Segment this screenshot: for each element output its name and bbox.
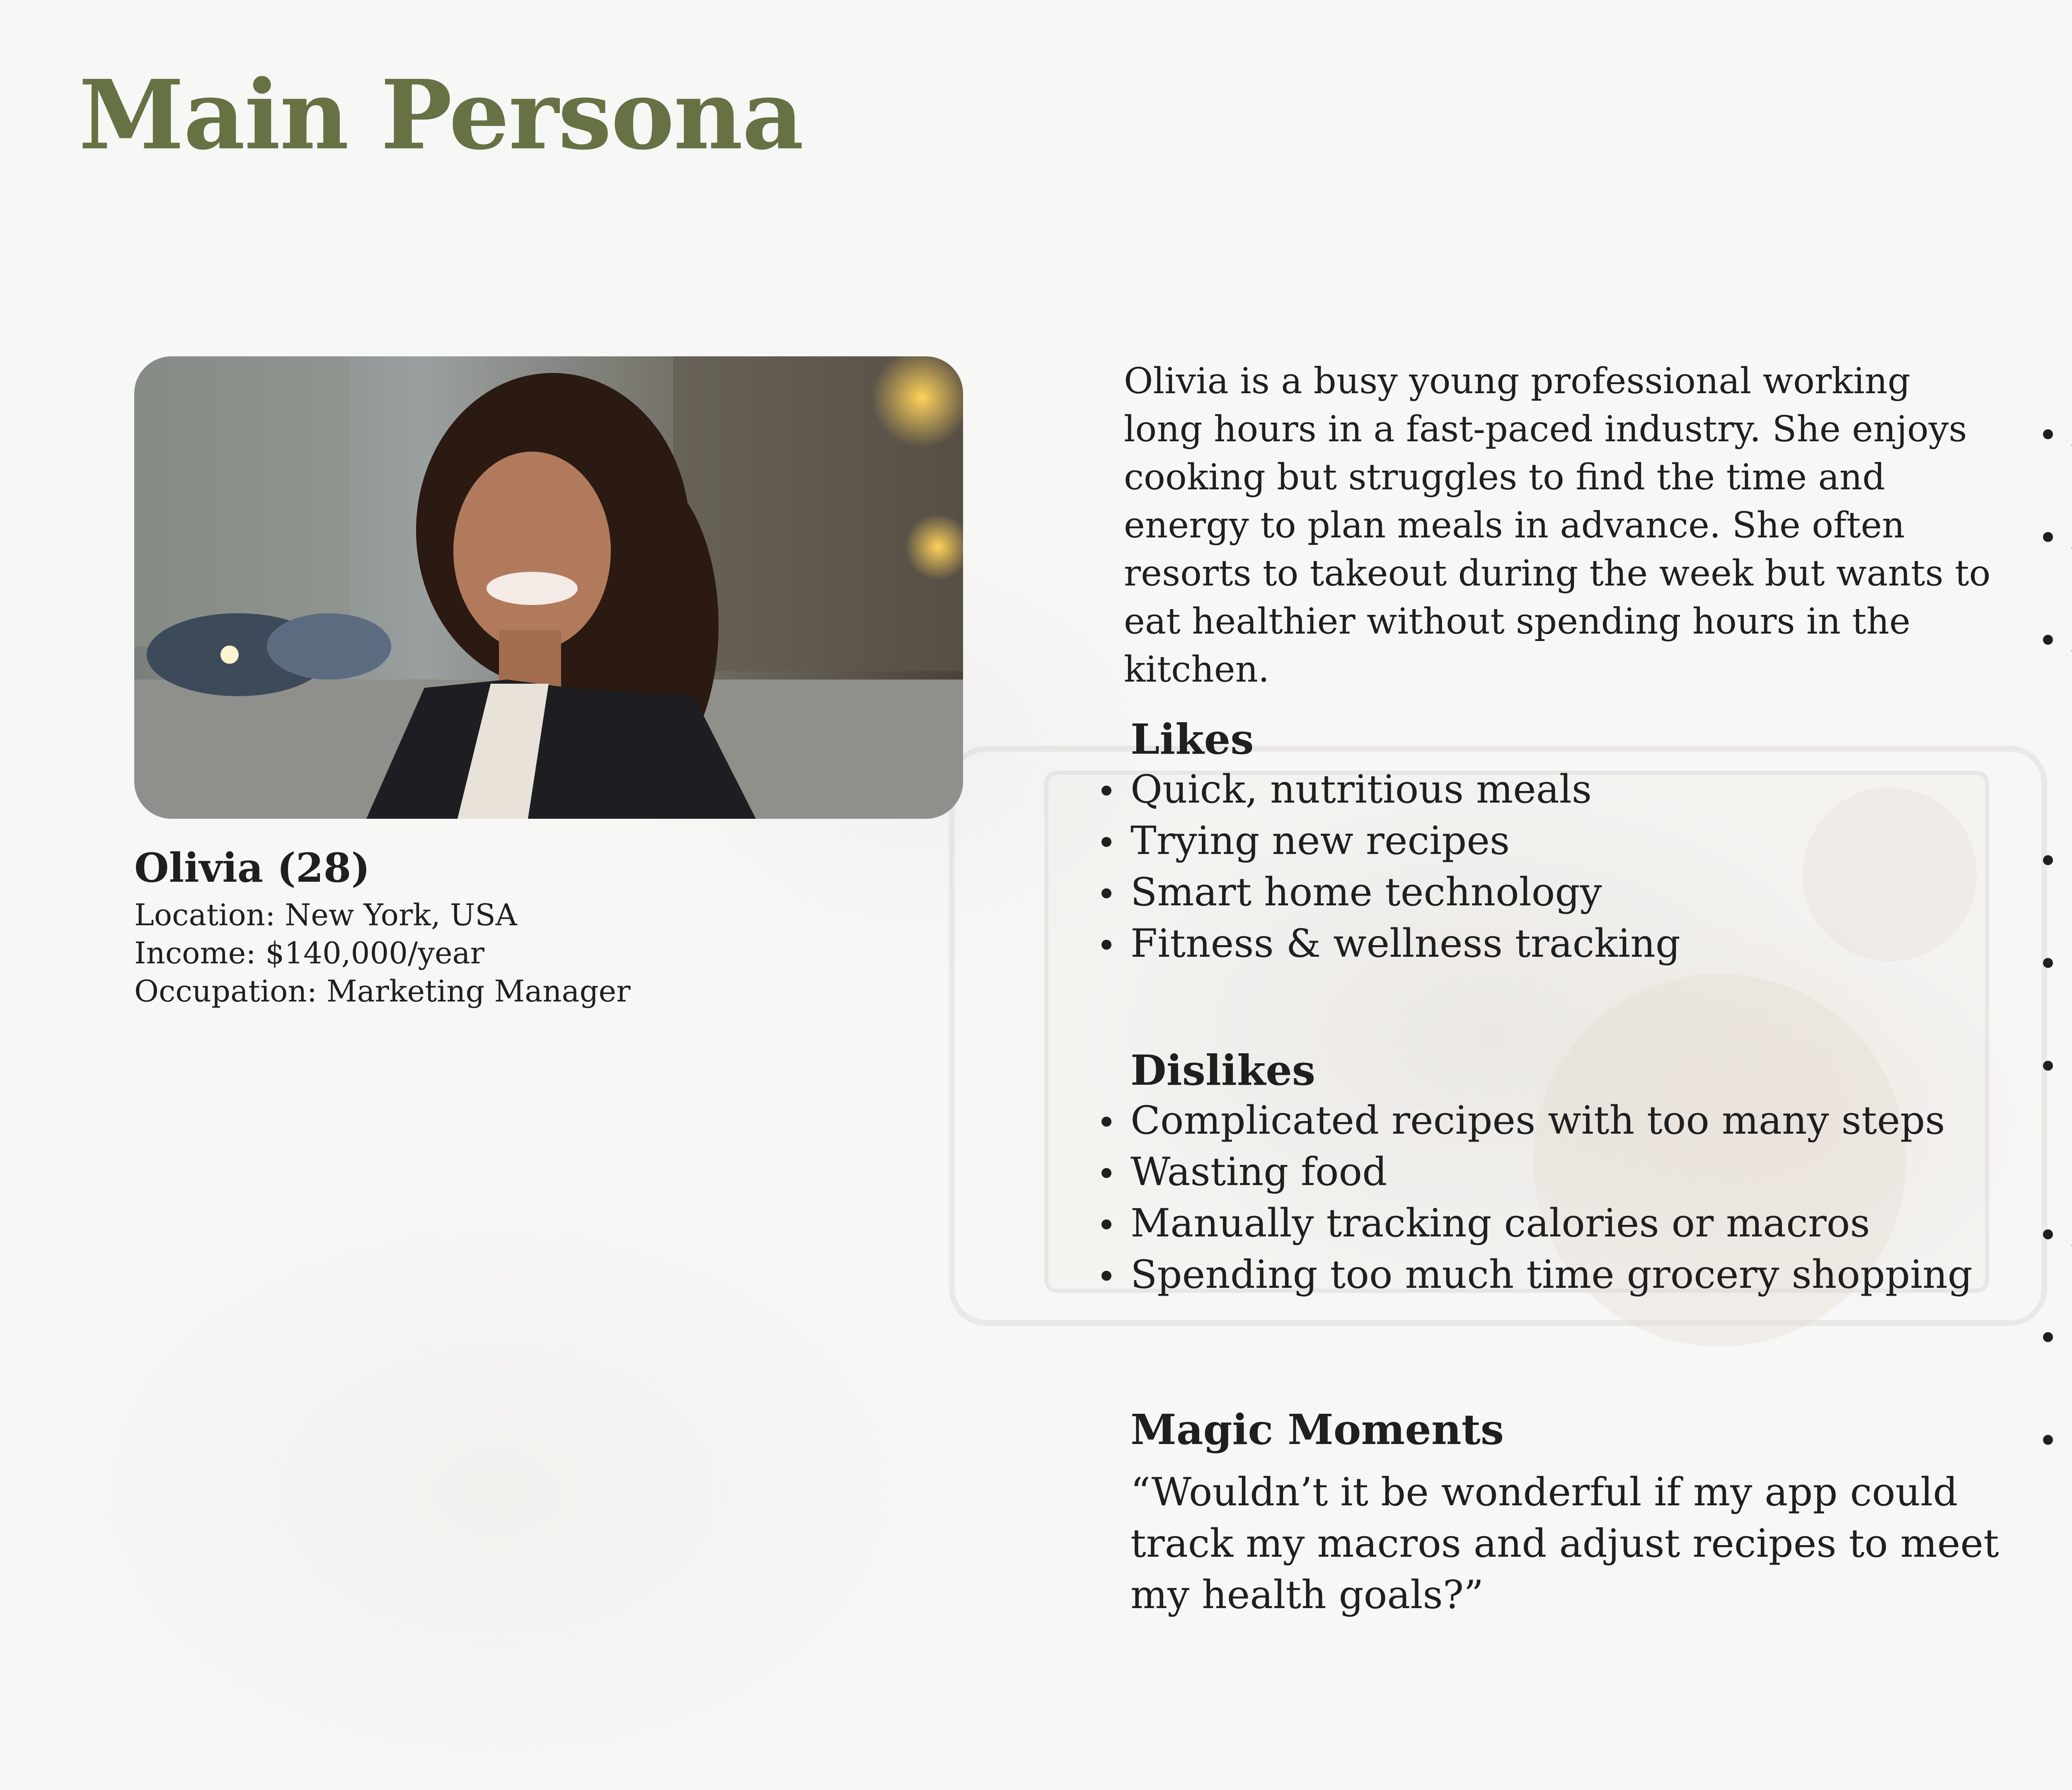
magic-moments-section <box>1130 1405 2001 1621</box>
persona-bio: Olivia is a busy young professional working long hours in a fast-paced industry. She enjoys cooking but struggles to find the time and energy to plan meals in advance. She often resorts to takeout during the week but wants to eat healthier without spending hours in the kitchen. <box>1124 360 1991 690</box>
dislikes-heading: Dislikes <box>1130 1046 1316 1095</box>
magic-moments-quote: “Wouldn’t it be wonderful if my app could track my macros and adjust recipes to meet my health goals?” <box>1130 1470 1999 1618</box>
persona-profile <box>134 845 631 1010</box>
list-item: Spending too much time grocery shopping <box>1130 1249 2001 1301</box>
list-item: Wasting food <box>1130 1147 2001 1198</box>
magic-moments-heading: Magic Moments <box>1130 1405 1504 1454</box>
list-item: Trying new recipes <box>1130 815 1959 867</box>
likes-section <box>1130 714 1959 970</box>
likes-list <box>1130 764 1959 970</box>
page-title: Main Persona <box>79 59 803 171</box>
list-item: Complicated recipes with too many steps <box>1130 1095 2001 1147</box>
list-item: Fitness & wellness tracking <box>1130 918 1959 970</box>
likes-heading: Likes <box>1130 715 1254 764</box>
persona-photo <box>134 356 963 819</box>
dislikes-list <box>1130 1095 2001 1301</box>
persona-location: Location: New York, USA <box>134 897 517 933</box>
list-item: Smart home technology <box>1130 867 1959 918</box>
list-item: Quick, nutritious meals <box>1130 764 1959 815</box>
dislikes-section <box>1130 1045 2001 1301</box>
persona-income: Income: $140,000/year <box>134 936 484 971</box>
persona-occupation: Occupation: Marketing Manager <box>134 974 631 1009</box>
list-item: Manually tracking calories or macros <box>1130 1198 2001 1249</box>
persona-name: Olivia (28) <box>134 844 370 891</box>
